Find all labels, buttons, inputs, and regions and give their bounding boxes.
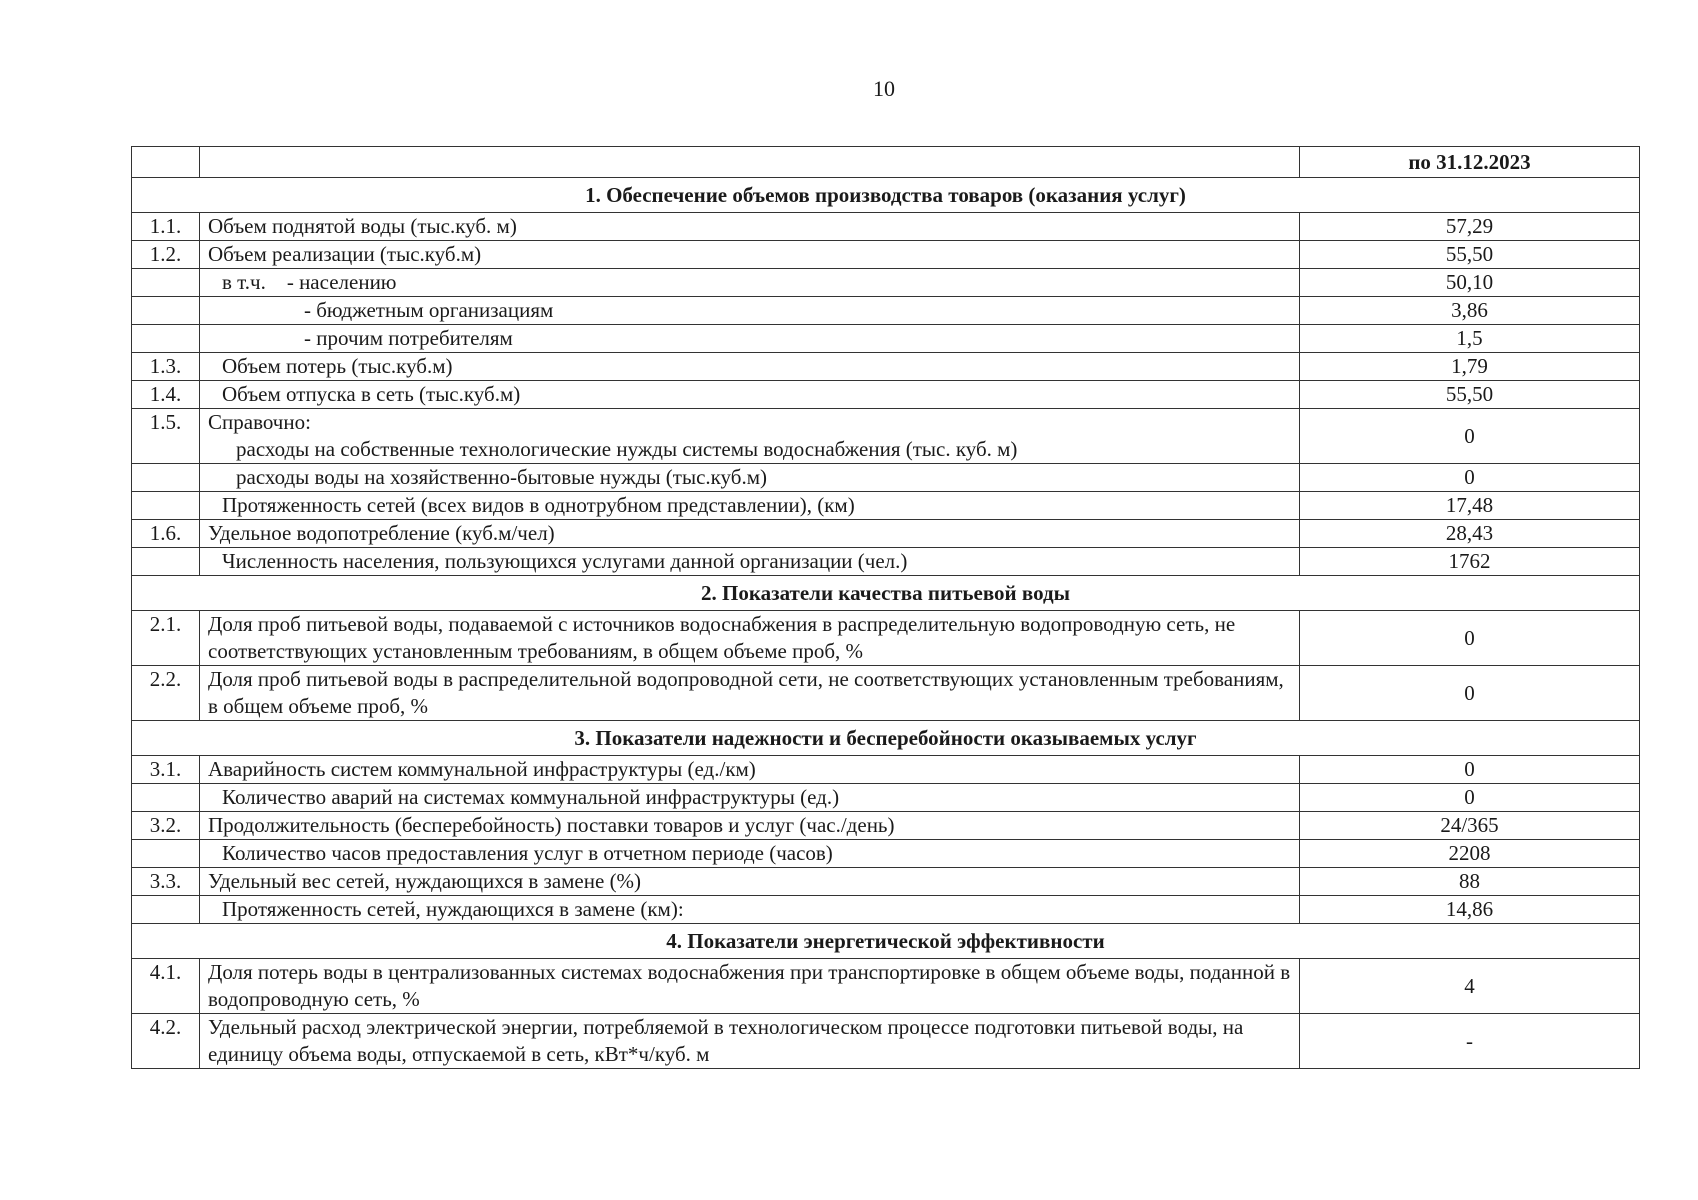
row-value: 1762: [1300, 548, 1640, 576]
table-row: [132, 896, 1640, 924]
row-value: 88: [1300, 868, 1640, 896]
table-row: [132, 325, 1640, 353]
row-value: 1,5: [1300, 325, 1640, 353]
row-label: - бюджетным организациям: [304, 298, 554, 322]
table-row: [132, 784, 1640, 812]
row-label: Протяженность сетей (всех видов в однотрубном представлении), (км): [222, 493, 855, 517]
table-row: [132, 464, 1640, 492]
row-number: [132, 784, 200, 812]
section-4-title: 4. Показатели энергетической эффективности: [132, 924, 1640, 959]
row-value: 14,86: [1300, 896, 1640, 924]
header-num-cell: [132, 147, 200, 178]
row-value: 57,29: [1300, 213, 1640, 241]
row-label: Удельный расход электрической энергии, потребляемой в технологическом процессе подготовки питьевой воды, на единицу объема воды, отпускаемой в сеть, кВт*ч/куб. м: [200, 1014, 1300, 1069]
row-label: Удельный вес сетей, нуждающихся в замене (%): [200, 868, 1300, 896]
row-number: 2.2.: [132, 666, 200, 721]
row-value: 55,50: [1300, 241, 1640, 269]
row-number: 1.2.: [132, 241, 200, 269]
table-row: [132, 269, 1640, 297]
row-label: Удельное водопотребление (куб.м/чел): [200, 520, 1300, 548]
section-header-row: [132, 924, 1640, 959]
row-number: [132, 492, 200, 520]
row-value: 17,48: [1300, 492, 1640, 520]
row-label-cell: [200, 353, 1300, 381]
row-number: 1.3.: [132, 353, 200, 381]
row-label: Доля проб питьевой воды, подаваемой с источников водоснабжения в распределительную водопроводную сеть, не соответствующих установленным требованиям, в общем объеме проб, %: [200, 611, 1300, 666]
row-value: 50,10: [1300, 269, 1640, 297]
row-label: Доля потерь воды в централизованных системах водоснабжения при транспортировке в общем объеме воды, поданной в водопроводную сеть, %: [200, 959, 1300, 1014]
row-number: 1.6.: [132, 520, 200, 548]
row-label: - прочим потребителям: [304, 326, 513, 350]
table-row: [132, 1014, 1640, 1069]
table-row: [132, 492, 1640, 520]
table-row: [132, 959, 1640, 1014]
row-number: [132, 464, 200, 492]
row-label: Объем поднятой воды (тыс.куб. м): [200, 213, 1300, 241]
row-label: Объем отпуска в сеть (тыс.куб.м): [222, 382, 521, 406]
row-label: Количество аварий на системах коммунальной инфраструктуры (ед.): [222, 785, 840, 809]
row-number: 2.1.: [132, 611, 200, 666]
table-row: [132, 381, 1640, 409]
table-row: [132, 548, 1640, 576]
row-value: 3,86: [1300, 297, 1640, 325]
row-value: 55,50: [1300, 381, 1640, 409]
row-label: Справочно:: [208, 410, 311, 434]
table-row: [132, 409, 1640, 464]
section-header-row: [132, 178, 1640, 213]
section-header-row: [132, 721, 1640, 756]
row-label-cell: [200, 784, 1300, 812]
section-3-title: 3. Показатели надежности и бесперебойности оказываемых услуг: [132, 721, 1640, 756]
table-row: [132, 840, 1640, 868]
table-row: [132, 812, 1640, 840]
row-value: 2208: [1300, 840, 1640, 868]
row-number: [132, 840, 200, 868]
row-value: 0: [1300, 409, 1640, 464]
row-value: 4: [1300, 959, 1640, 1014]
row-number: 1.4.: [132, 381, 200, 409]
header-row: [132, 147, 1640, 178]
table-row: [132, 666, 1640, 721]
row-number: 3.1.: [132, 756, 200, 784]
row-value: -: [1300, 1014, 1640, 1069]
header-label-cell: [200, 147, 1300, 178]
row-value: 28,43: [1300, 520, 1640, 548]
row-number: 3.2.: [132, 812, 200, 840]
section-2-title: 2. Показатели качества питьевой воды: [132, 576, 1640, 611]
row-label-cell: [200, 325, 1300, 353]
row-label: Протяженность сетей, нуждающихся в замене (км):: [222, 897, 684, 921]
table-row: [132, 611, 1640, 666]
table-row: [132, 213, 1640, 241]
row-number: [132, 297, 200, 325]
row-label: Численность населения, пользующихся услугами данной организации (чел.): [222, 549, 908, 573]
row-label: Доля проб питьевой воды в распределительной водопроводной сети, не соответствующих установленным требованиям, в общем объеме проб, %: [200, 666, 1300, 721]
row-number: [132, 896, 200, 924]
row-number: 1.5.: [132, 409, 200, 464]
row-value: 0: [1300, 666, 1640, 721]
row-number: 3.3.: [132, 868, 200, 896]
row-label: Количество часов предоставления услуг в отчетном периоде (часов): [222, 841, 833, 865]
table-row: [132, 756, 1640, 784]
row-label-cell: [200, 896, 1300, 924]
row-number: [132, 548, 200, 576]
row-label-cell: [200, 381, 1300, 409]
row-value: 0: [1300, 611, 1640, 666]
row-number: [132, 269, 200, 297]
row-value: 0: [1300, 756, 1640, 784]
row-label-cell: [200, 492, 1300, 520]
row-label: расходы воды на хозяйственно-бытовые нужды (тыс.куб.м): [236, 465, 767, 489]
row-label-cell: [200, 548, 1300, 576]
table-row: [132, 520, 1640, 548]
row-label-secondary: расходы на собственные технологические нужды системы водоснабжения (тыс. куб. м): [236, 437, 1018, 461]
page-number: 10: [873, 76, 895, 101]
row-label: в т.ч. - населению: [222, 270, 397, 294]
section-1-title: 1. Обеспечение объемов производства товаров (оказания услуг): [132, 178, 1640, 213]
row-value: 1,79: [1300, 353, 1640, 381]
row-value: 0: [1300, 784, 1640, 812]
row-number: 1.1.: [132, 213, 200, 241]
row-value: 0: [1300, 464, 1640, 492]
row-label: Объем потерь (тыс.куб.м): [222, 354, 453, 378]
row-label: Аварийность систем коммунальной инфраструктуры (ед./км): [200, 756, 1300, 784]
row-label-cell: [200, 464, 1300, 492]
table-row: [132, 297, 1640, 325]
row-number: 4.2.: [132, 1014, 200, 1069]
row-label-cell: [200, 269, 1300, 297]
row-number: 4.1.: [132, 959, 200, 1014]
table-row: [132, 868, 1640, 896]
row-number: [132, 325, 200, 353]
indicators-table: [131, 146, 1640, 1069]
row-label: Продолжительность (бесперебойность) поставки товаров и услуг (час./день): [200, 812, 1300, 840]
section-header-row: [132, 576, 1640, 611]
period-header: по 31.12.2023: [1300, 147, 1640, 178]
row-label: Объем реализации (тыс.куб.м): [200, 241, 1300, 269]
row-label-cell: [200, 297, 1300, 325]
table-row: [132, 241, 1640, 269]
row-label-cell: [200, 840, 1300, 868]
table-row: [132, 353, 1640, 381]
row-label-cell: [200, 409, 1300, 464]
row-value: 24/365: [1300, 812, 1640, 840]
